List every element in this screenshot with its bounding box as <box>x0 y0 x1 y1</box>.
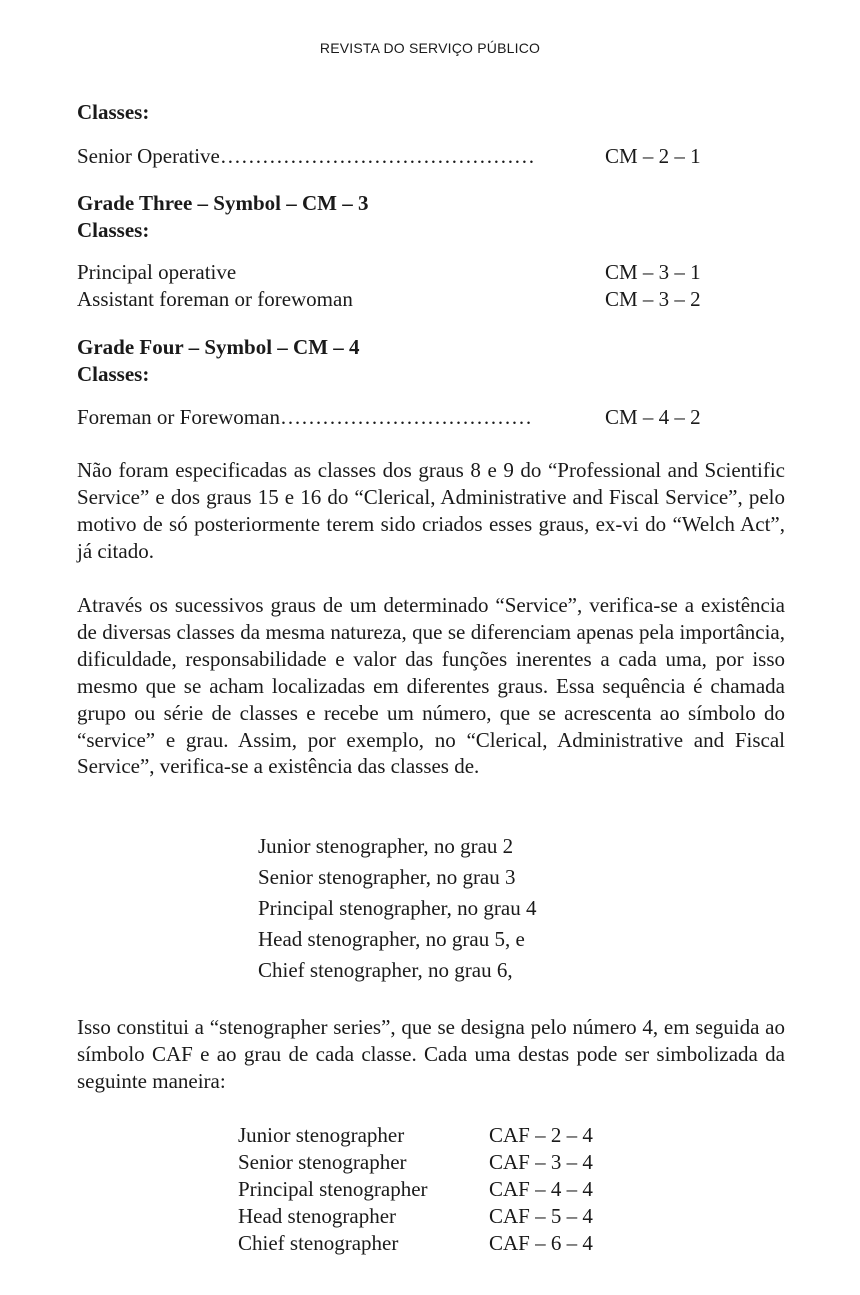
class-row-code: CM – 3 – 2 <box>605 287 701 311</box>
list-item: Senior stenographer, no grau 3 <box>258 865 516 889</box>
body-paragraph: Através os sucessivos graus de um determinado “Service”, verifica-se a existência de diversas classes da mesma natureza, que se diferenciam apenas pela importância, dificuldade, responsabilidade e valor das funções inerentes a cada uma, por isso mesmo que se acham localizadas em diferentes graus. Essa sequência é chamada grupo ou série de classes e recebe um número, que se acrescenta ao símbolo do “service” e grau. Assim, por exemplo, no “Clerical, Administrative and Fiscal Service”, verifica-se a existência das classes de. <box>77 593 785 779</box>
list-item: Principal stenographer, no grau 4 <box>258 896 537 920</box>
table-row-code: CAF – 6 – 4 <box>489 1231 593 1255</box>
classes-heading: Classes: <box>77 218 150 242</box>
list-item: Chief stenographer, no grau 6, <box>258 958 513 982</box>
page-header: REVISTA DO SERVIÇO PÚBLICO <box>319 40 541 56</box>
table-row-code: CAF – 5 – 4 <box>489 1204 593 1228</box>
class-row-label: Assistant foreman or forewoman <box>77 287 353 311</box>
table-row-name: Junior stenographer <box>238 1123 405 1147</box>
list-item: Head stenographer, no grau 5, e <box>258 927 525 951</box>
grade-heading: Grade Four – Symbol – CM – 4 <box>77 335 360 359</box>
class-row-label: Foreman or Forewoman……………………………… <box>77 405 532 429</box>
class-row-code: CM – 2 – 1 <box>605 144 701 168</box>
table-row-name: Head stenographer <box>238 1204 397 1228</box>
classes-heading: Classes: <box>77 362 150 386</box>
body-paragraph: Não foram especificadas as classes dos graus 8 e 9 do “Professional and Scientific Service” e dos graus 15 e 16 do “Clerical, Administrative and Fiscal Service”, pelo motivo de só posteriormente terem sido criados esses graus, ex-vi do “Welch Act”, já citado. <box>77 458 785 563</box>
dot-leader: ……………………………………… <box>219 144 535 168</box>
table-row-code: CAF – 4 – 4 <box>489 1177 593 1201</box>
dot-leader: ……………………………… <box>279 405 532 429</box>
list-item: Junior stenographer, no grau 2 <box>258 834 514 858</box>
class-row-code: CM – 3 – 1 <box>605 260 701 284</box>
grade-heading: Grade Three – Symbol – CM – 3 <box>77 191 369 215</box>
classes-heading: Classes: <box>77 100 150 124</box>
class-row-label: Senior Operative……………………………………… <box>77 144 535 168</box>
table-row-name: Principal stenographer <box>238 1177 428 1201</box>
class-row-code: CM – 4 – 2 <box>605 405 701 429</box>
table-row-name: Senior stenographer <box>238 1150 407 1174</box>
table-row-code: CAF – 2 – 4 <box>489 1123 593 1147</box>
table-row-name: Chief stenographer <box>238 1231 399 1255</box>
table-row-code: CAF – 3 – 4 <box>489 1150 593 1174</box>
body-paragraph: Isso constitui a “stenographer series”, que se designa pelo número 4, em seguida ao símbolo CAF e ao grau de cada classe. Cada uma destas pode ser simbolizada da seguinte maneira: <box>77 1015 785 1093</box>
class-row-label: Principal operative <box>77 260 237 284</box>
